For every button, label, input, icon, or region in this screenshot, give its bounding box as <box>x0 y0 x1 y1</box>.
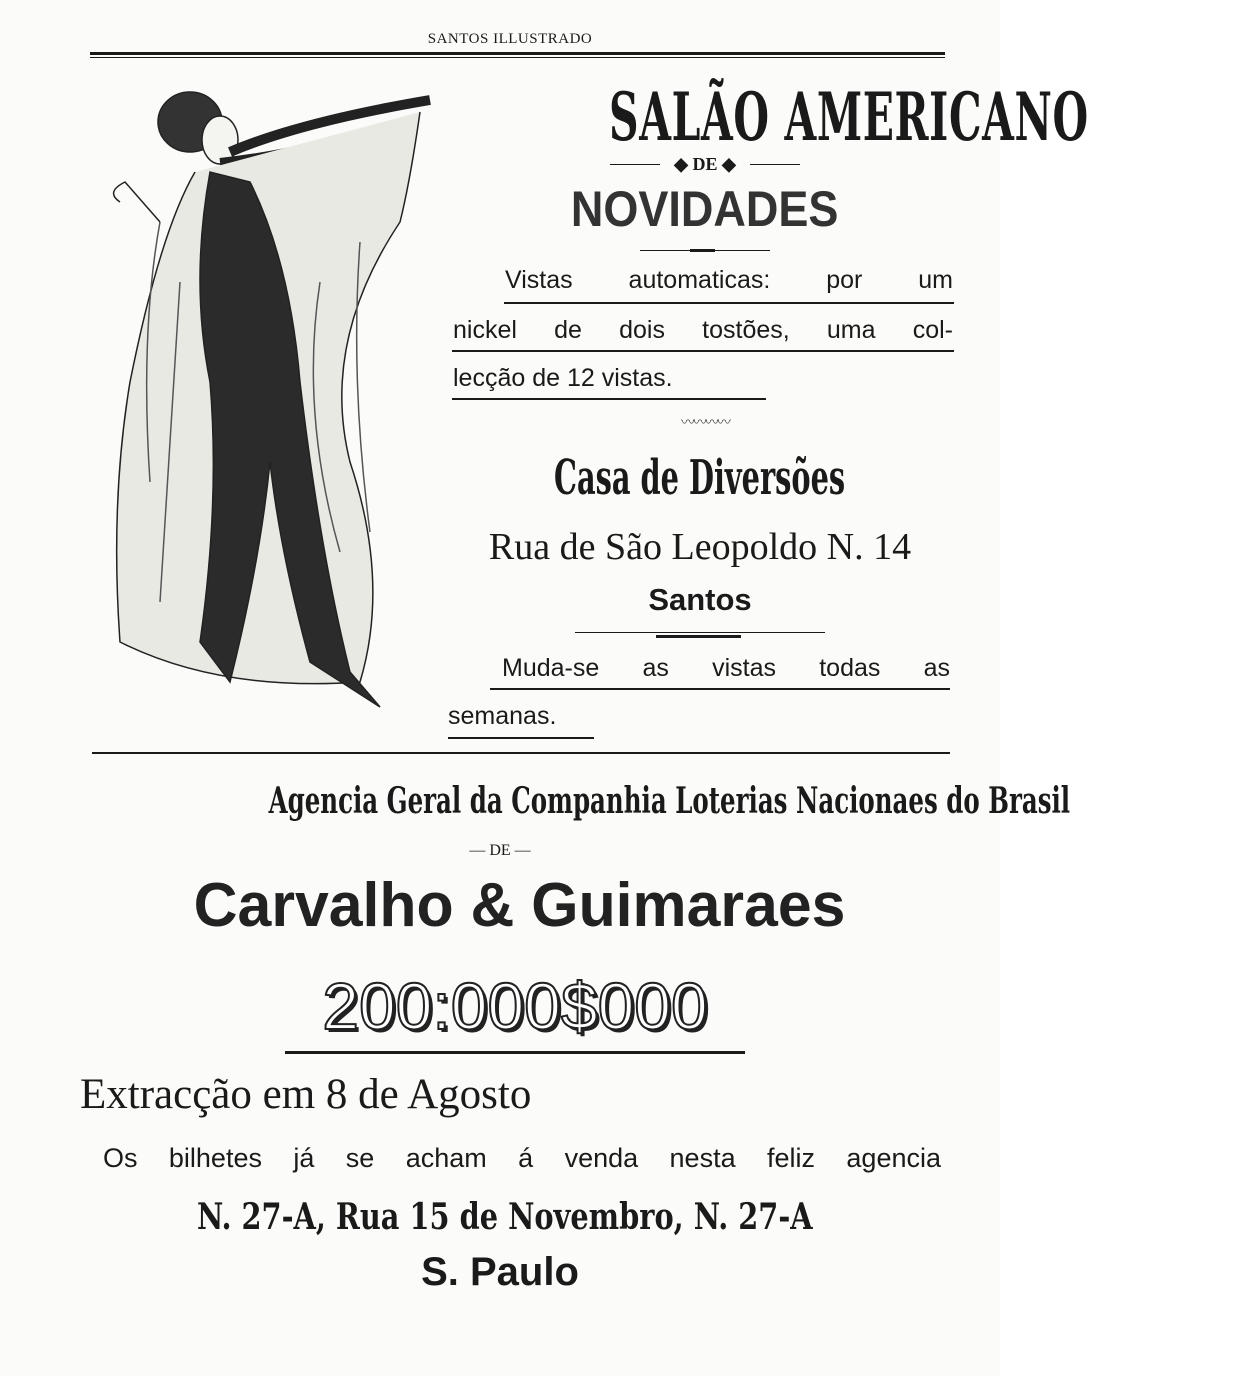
venue-name: Casa de Diversões <box>554 450 846 506</box>
header-rule <box>90 52 945 55</box>
running-header: SANTOS ILLUSTRADO <box>427 31 593 47</box>
divider-center <box>656 635 741 638</box>
ad-subtitle: NOVIDADES <box>571 181 839 237</box>
underline <box>452 398 766 400</box>
sale-note: Os bilhetes já se acham á venda nesta feliz agencia <box>103 1143 941 1173</box>
prize-amount: 200:000$000 <box>322 969 708 1043</box>
venue-city: Santos <box>648 582 752 617</box>
divider-center <box>690 249 715 252</box>
underline <box>490 688 950 690</box>
note-line: semanas. <box>448 702 557 730</box>
note-line: Muda-se as vistas todas as <box>502 654 950 682</box>
agency-city: S. Paulo <box>421 1250 579 1294</box>
agency-connector: — DE — <box>469 842 531 859</box>
body-line: lecção de 12 vistas. <box>453 364 673 392</box>
prize-underline <box>285 1051 745 1054</box>
dancer-illustration <box>100 82 445 727</box>
body-line: nickel de dois tostões, uma col- <box>453 316 953 344</box>
underline <box>448 737 594 739</box>
firm-name: Carvalho & Guimaraes <box>194 871 846 940</box>
section-rule <box>92 752 950 754</box>
ad-title: SALÃO AMERICANO <box>609 78 1089 156</box>
underline <box>504 302 954 304</box>
body-line: Vistas automaticas: por um <box>505 266 953 294</box>
divider <box>575 632 825 633</box>
ornament-rule <box>610 164 660 165</box>
agency-heading: Agencia Geral da Companhia Loterias Nacionaes do Brasil <box>268 780 1071 822</box>
agency-address: N. 27-A, Rua 15 de Novembro, N. 27-A <box>197 1196 813 1238</box>
draw-date: Extracção em 8 de Agosto <box>80 1071 532 1118</box>
venue-address: Rua de São Leopoldo N. 14 <box>488 526 912 568</box>
ad-connector: ◆ DE ◆ <box>674 154 736 174</box>
header-rule-thin <box>90 57 945 58</box>
wavy-ornament: 〰〰〰〰 <box>681 416 729 431</box>
ornament-rule <box>750 164 800 165</box>
underline <box>452 350 954 352</box>
